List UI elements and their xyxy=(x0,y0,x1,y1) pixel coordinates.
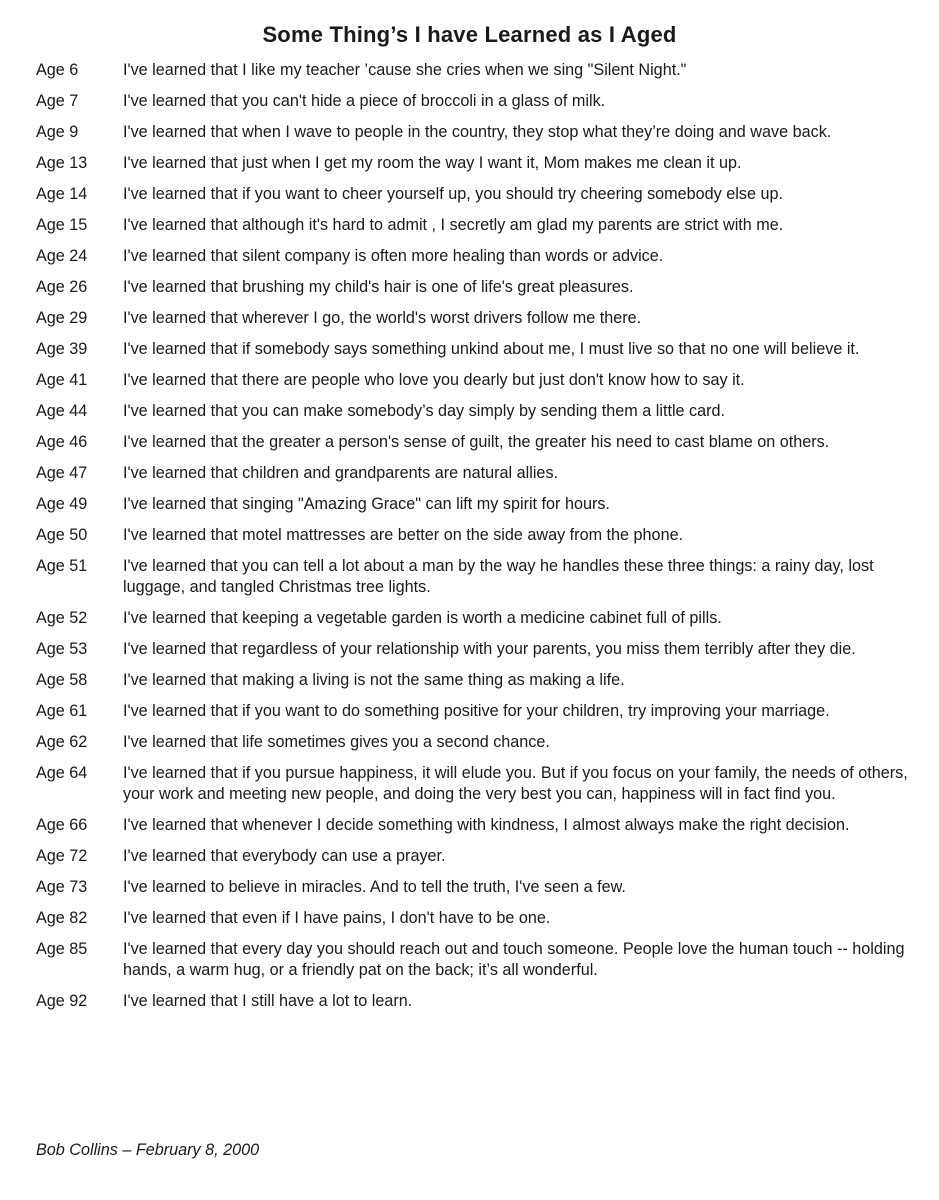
lesson-text: I've learned that everybody can use a prayer. xyxy=(123,847,446,865)
lesson-age: Age 9 xyxy=(36,123,79,141)
lesson-text: I've learned that the greater a person's sense of guilt, the greater his need to cast blame on others. xyxy=(123,433,830,451)
lesson-age: Age 92 xyxy=(36,992,88,1010)
lesson-age: Age 52 xyxy=(36,609,88,627)
lesson-row xyxy=(36,991,916,1012)
lesson-row xyxy=(36,91,916,112)
lesson-age: Age 49 xyxy=(36,495,88,513)
lesson-row xyxy=(36,432,916,453)
lesson-row xyxy=(36,308,916,329)
lesson-row xyxy=(36,215,916,236)
lesson-row xyxy=(36,339,916,360)
lesson-age: Age 39 xyxy=(36,340,88,358)
lesson-text: I've learned that whenever I decide something with kindness, I almost always make the right decision. xyxy=(123,816,850,834)
lesson-text: I've learned that if you want to cheer yourself up, you should try cheering somebody else up. xyxy=(123,185,783,203)
lesson-text: I've learned that when I wave to people in the country, they stop what they’re doing and wave back. xyxy=(123,123,832,141)
lesson-row xyxy=(36,184,916,205)
lesson-age: Age 14 xyxy=(36,185,88,203)
lesson-row xyxy=(36,277,916,298)
lesson-row xyxy=(36,639,916,660)
lesson-text: I've learned that singing "Amazing Grace" can lift my spirit for hours. xyxy=(123,495,610,513)
lesson-age: Age 72 xyxy=(36,847,88,865)
lesson-age: Age 82 xyxy=(36,909,88,927)
lesson-age: Age 62 xyxy=(36,733,88,751)
lesson-age: Age 26 xyxy=(36,278,88,296)
lesson-age: Age 85 xyxy=(36,940,88,958)
lesson-text: I've learned that children and grandparents are natural allies. xyxy=(123,464,559,482)
lesson-age: Age 53 xyxy=(36,640,88,658)
lesson-row xyxy=(36,463,916,484)
lesson-text: I've learned to believe in miracles. And to tell the truth, I've seen a few. xyxy=(123,878,626,896)
lesson-text: I've learned that silent company is often more healing than words or advice. xyxy=(123,247,664,265)
lesson-text: I've learned that if you want to do something positive for your children, try improving your marriage. xyxy=(123,702,830,720)
lesson-text: I've learned that if you pursue happiness, it will elude you. But if you focus on your family, the needs of others, your work and meeting new people, and doing the very best you can, happiness will in fact find you. xyxy=(123,764,908,803)
lesson-row xyxy=(36,608,916,629)
lesson-age: Age 44 xyxy=(36,402,88,420)
lesson-row xyxy=(36,370,916,391)
lesson-row xyxy=(36,556,916,598)
lesson-age: Age 7 xyxy=(36,92,79,110)
lesson-age: Age 66 xyxy=(36,816,88,834)
lesson-age: Age 6 xyxy=(36,61,79,79)
lesson-age: Age 61 xyxy=(36,702,88,720)
lesson-row xyxy=(36,670,916,691)
lesson-text: I've learned that making a living is not the same thing as making a life. xyxy=(123,671,625,689)
lesson-row xyxy=(36,525,916,546)
lesson-age: Age 13 xyxy=(36,154,88,172)
lesson-text: I've learned that even if I have pains, I don't have to be one. xyxy=(123,909,551,927)
lesson-text: I've learned that motel mattresses are better on the side away from the phone. xyxy=(123,526,684,544)
lesson-age: Age 47 xyxy=(36,464,88,482)
lesson-age: Age 29 xyxy=(36,309,88,327)
lesson-text: I've learned that you can make somebody’s day simply by sending them a little card. xyxy=(123,402,726,420)
lesson-row xyxy=(36,908,916,929)
lesson-row xyxy=(36,494,916,515)
lesson-text: I've learned that brushing my child's hair is one of life's great pleasures. xyxy=(123,278,634,296)
page-title: Some Thing’s I have Learned as I Aged xyxy=(262,22,677,47)
lesson-text: I've learned that regardless of your relationship with your parents, you miss them terribly after they die. xyxy=(123,640,856,658)
lesson-text: I've learned that you can tell a lot about a man by the way he handles these three things: a rainy day, lost luggage, and tangled Christmas tree lights. xyxy=(123,557,874,596)
lesson-text: I've learned that I like my teacher ’cause she cries when we sing "Silent Night." xyxy=(123,61,687,79)
lesson-row xyxy=(36,122,916,143)
lesson-text: I've learned that if somebody says something unkind about me, I must live so that no one will believe it. xyxy=(123,340,860,358)
lesson-text: I've learned that I still have a lot to learn. xyxy=(123,992,413,1010)
lesson-age: Age 73 xyxy=(36,878,88,896)
lesson-text: I've learned that there are people who love you dearly but just don't know how to say it. xyxy=(123,371,745,389)
lesson-row xyxy=(36,877,916,898)
lesson-text: I've learned that keeping a vegetable garden is worth a medicine cabinet full of pills. xyxy=(123,609,722,627)
lesson-row xyxy=(36,401,916,422)
lesson-row xyxy=(36,246,916,267)
lesson-age: Age 15 xyxy=(36,216,88,234)
lesson-row xyxy=(36,939,916,981)
lesson-age: Age 58 xyxy=(36,671,88,689)
signature: Bob Collins – February 8, 2000 xyxy=(36,1141,260,1159)
lesson-age: Age 51 xyxy=(36,557,88,575)
lesson-row xyxy=(36,701,916,722)
lesson-age: Age 64 xyxy=(36,764,88,782)
lesson-text: I've learned that every day you should reach out and touch someone. People love the human touch -- holding hands, a warm hug, or a friendly pat on the back; it’s all wonderful. xyxy=(123,940,905,979)
lesson-text: I've learned that just when I get my room the way I want it, Mom makes me clean it up. xyxy=(123,154,742,172)
lesson-age: Age 50 xyxy=(36,526,88,544)
lesson-row xyxy=(36,732,916,753)
lesson-row xyxy=(36,815,916,836)
lesson-age: Age 41 xyxy=(36,371,88,389)
lesson-row xyxy=(36,763,916,805)
lesson-text: I've learned that life sometimes gives you a second chance. xyxy=(123,733,550,751)
lesson-age: Age 46 xyxy=(36,433,88,451)
lesson-text: I've learned that although it's hard to admit , I secretly am glad my parents are strict with me. xyxy=(123,216,784,234)
lesson-text: I've learned that you can't hide a piece of broccoli in a glass of milk. xyxy=(123,92,606,110)
lessons-list xyxy=(36,60,916,1022)
lesson-row xyxy=(36,60,916,81)
lesson-age: Age 24 xyxy=(36,247,88,265)
lesson-row xyxy=(36,153,916,174)
lesson-text: I've learned that wherever I go, the world's worst drivers follow me there. xyxy=(123,309,642,327)
lesson-row xyxy=(36,846,916,867)
